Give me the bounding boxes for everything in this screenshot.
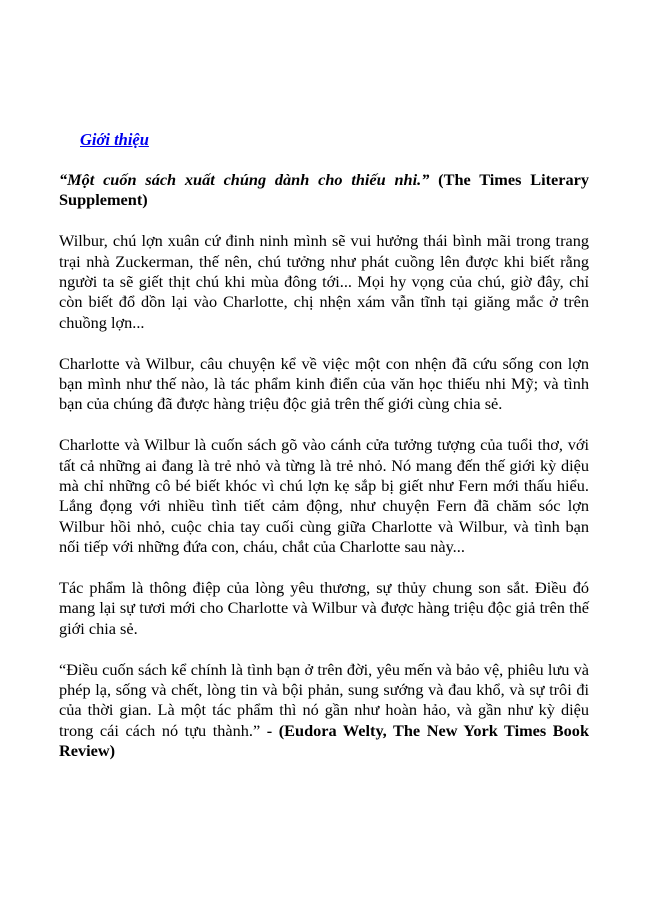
body-paragraph-2: Charlotte và Wilbur, câu chuyện kể về việc một con nhện đã cứu sống con lợn bạn mình như thế nào, là tác phẩm kinh điển của văn học thiếu nhi Mỹ; và tình bạn của chúng đã được hàng triệu độc giả trên thế giới cùng chia sẻ.	[59, 353, 589, 414]
tagline-source: (The Times Literary Supplement)	[59, 170, 590, 210]
intro-heading-link[interactable]: Giới thiệu	[80, 130, 149, 149]
closing-quote-text: “Điều cuốn sách kể chính là tình bạn ở trên đời, yêu mến và bảo vệ, phiêu lưu và phép lạ, sống và chết, lòng tin và bội phản, sung sướng và đau khổ, và sự trôi đi của thời gian. Là một tác phẩm thì nó gần như hoàn hảo, và gần như kỳ diệu trong cái cách nó tựu thành.”	[59, 659, 589, 740]
closing-quote-source: - (Eudora Welty, The New York Times Book Review)	[59, 720, 589, 761]
body-paragraph-3: Charlotte và Wilbur là cuốn sách gõ vào cánh cửa tưởng tượng của tuổi thơ, với tất cả những ai đang là trẻ nhỏ và từng là trẻ nhỏ. Nó mang đến thế giới kỳ diệu mà chỉ những cô bé biết khóc vì chú lợn kẹ sắp bị giết như Fern mới thấu hiểu. Lắng đọng với nhiều tình tiết cảm động, như chuyện Fern đã chăm sóc lợn Wilbur hồi nhỏ, cuộc chia tay cuối cùng giữa Charlotte và Wilbur, và tình bạn nối tiếp với những đứa con, cháu, chắt của Charlotte sau này...	[59, 435, 589, 557]
body-paragraph-1: Wilbur, chú lợn xuân cứ đinh ninh mình sẽ vui hưởng thái bình mãi trong trang trại nhà Zuckerman, thế nên, chú tưởng như phát cuồng lên được khi biết rằng người ta sẽ giết thịt chú khi mùa đông tới... Mọi hy vọng của chú, giờ đây, chỉ còn biết đổ dồn lại vào Charlotte, chị nhện xám vẫn tĩnh tại giăng mắc ở trên chuồng lợn...	[59, 231, 589, 332]
tagline-quote: “Một cuốn sách xuất chúng dành cho thiếu nhi.”	[59, 170, 430, 189]
tagline-paragraph	[59, 170, 589, 211]
closing-quote-paragraph	[59, 660, 589, 762]
body-paragraph-4: Tác phẩm là thông điệp của lòng yêu thương, sự thủy chung son sắt. Điều đó mang lại sự tươi mới cho Charlotte và Wilbur và được hàng triệu độc giả trên thế giới chia sẻ.	[59, 578, 589, 638]
document-body	[59, 170, 589, 782]
